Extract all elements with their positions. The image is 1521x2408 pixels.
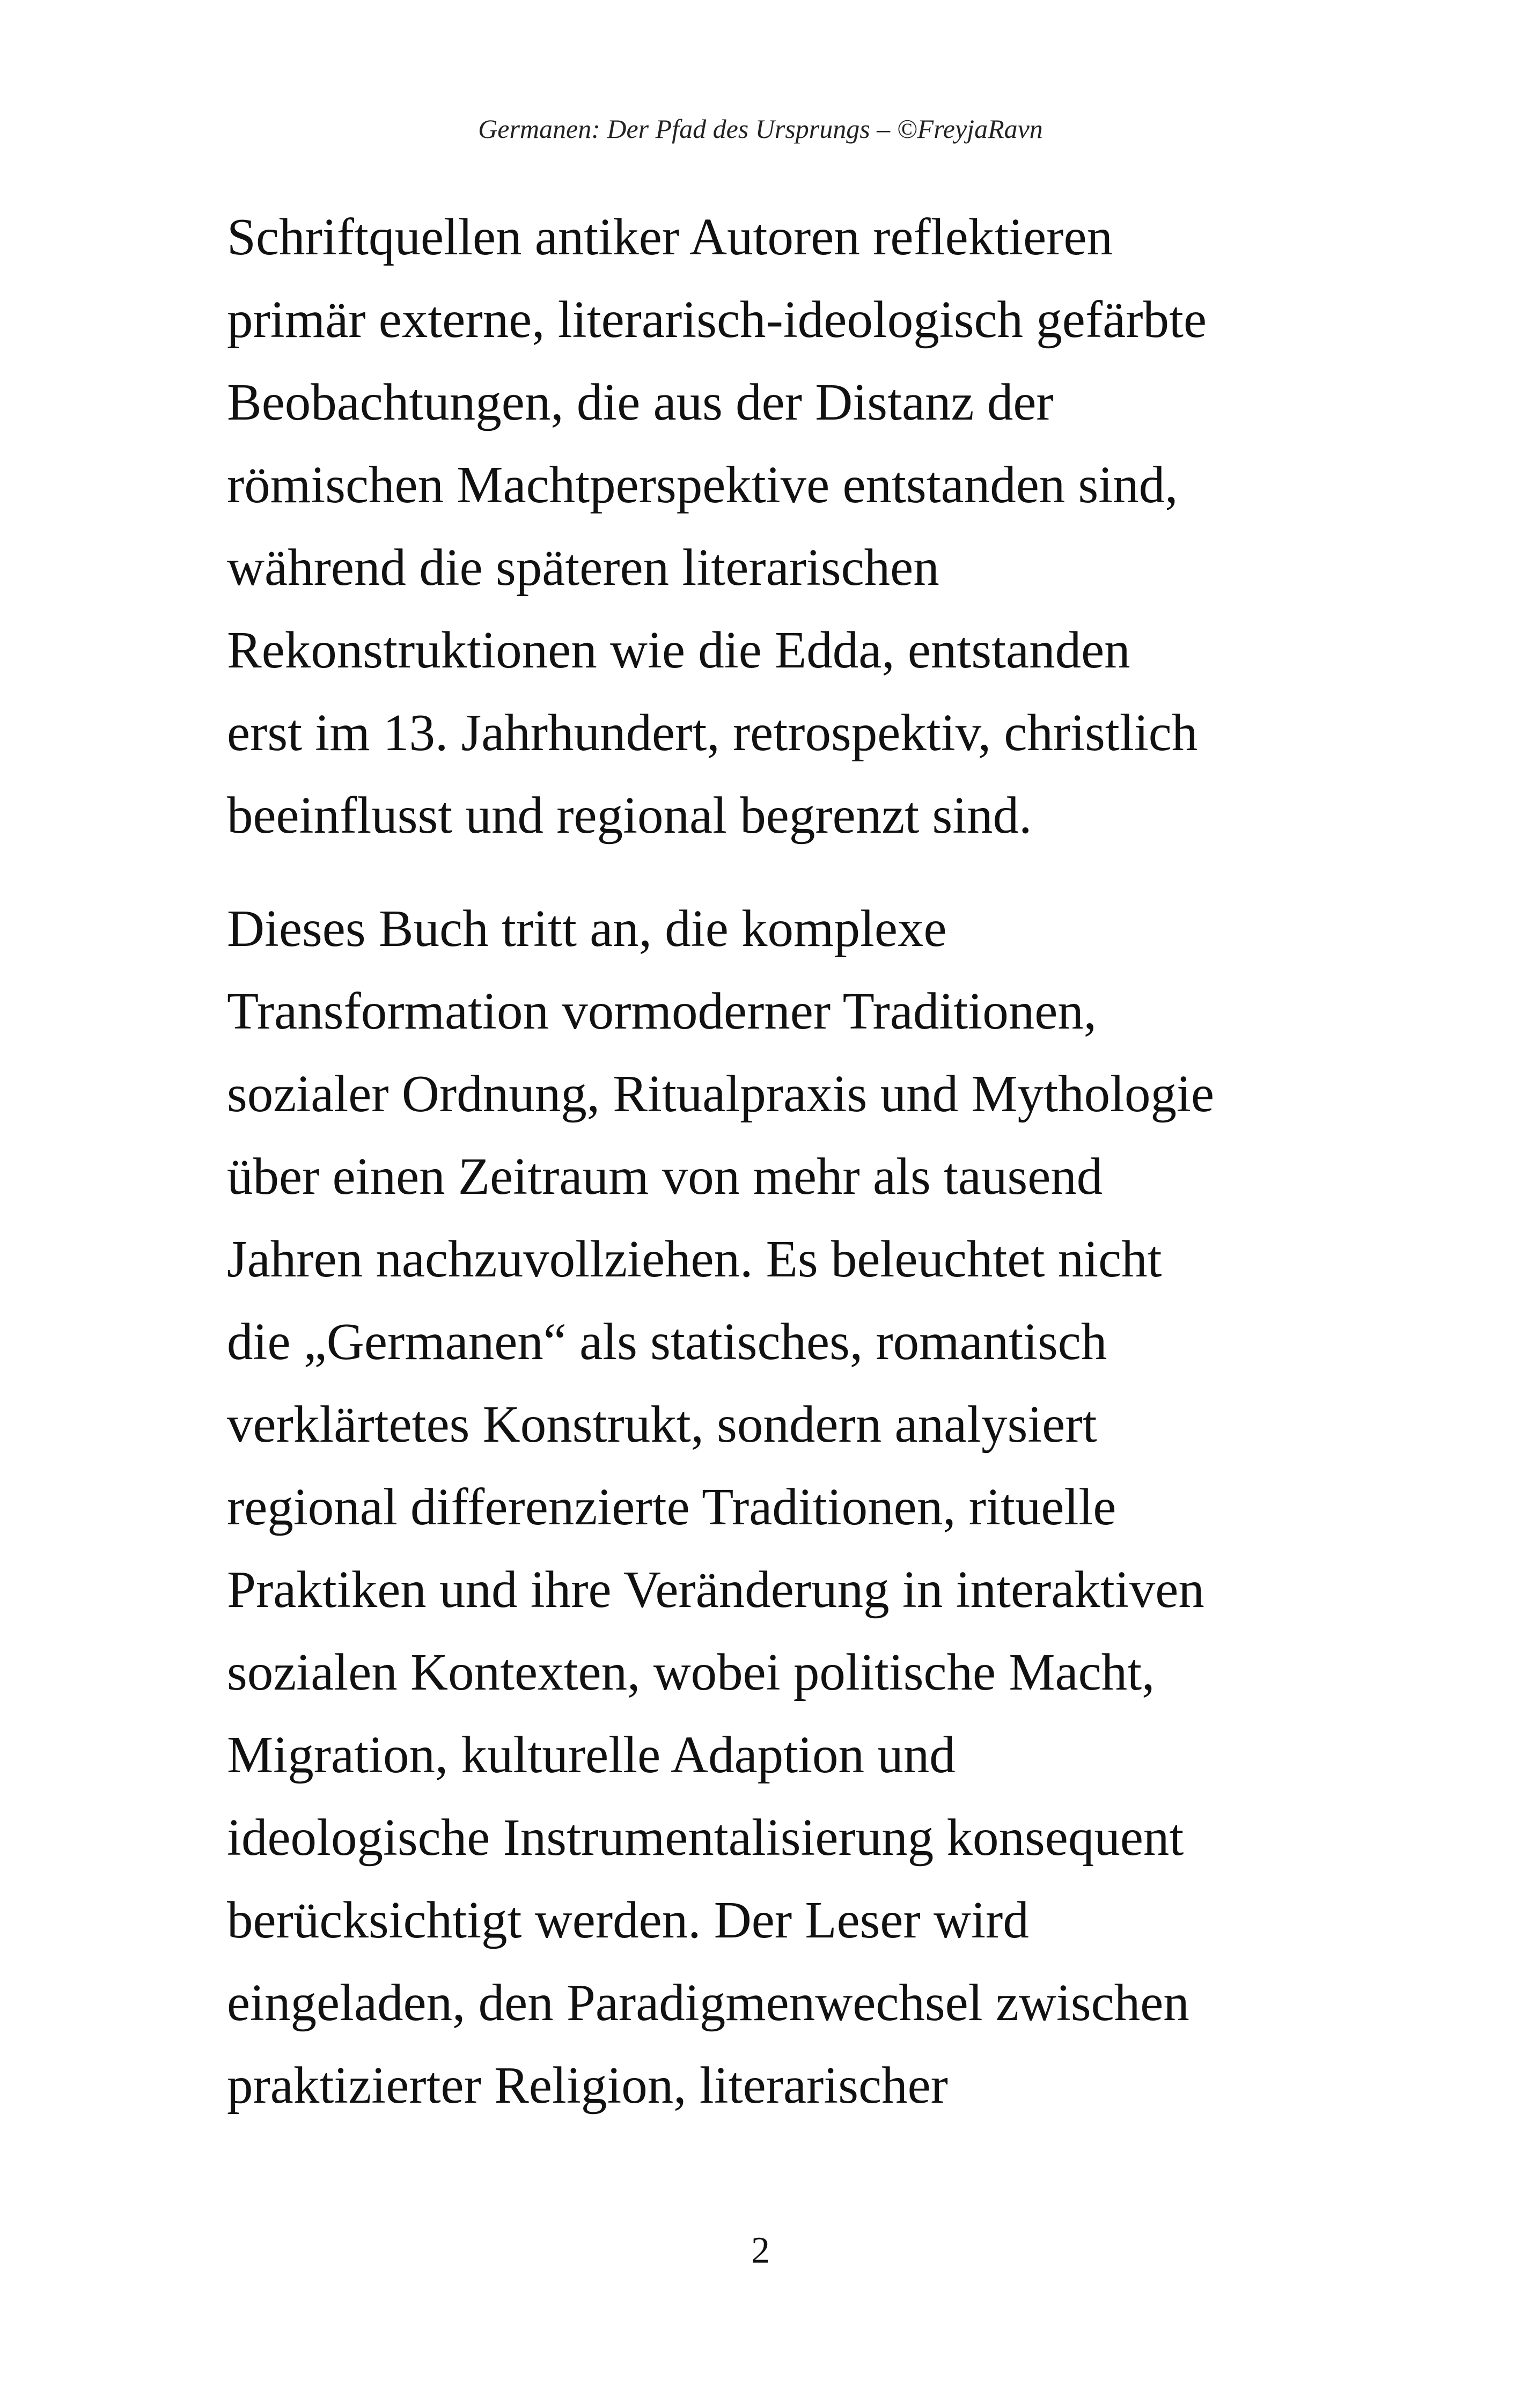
text-line: Beobachtungen, die aus der Distanz der [227,373,1054,431]
text-line: Schriftquellen antiker Autoren reflektieren [227,208,1113,266]
text-line: Migration, kulturelle Adaption und [227,1726,956,1783]
text-line: verklärtetes Konstrukt, sondern analysiert [227,1396,1097,1453]
text-line: während die späteren literarischen [227,539,939,596]
text-line: sozialer Ordnung, Ritualpraxis und Mythologie [227,1065,1215,1122]
text-line: sozialen Kontexten, wobei politische Macht, [227,1643,1155,1701]
text-line: Praktiken und ihre Veränderung in interaktiven [227,1561,1204,1618]
running-header: Germanen: Der Pfad des Ursprungs – ©FreyjaRavn [478,114,1043,144]
text-line: ideologische Instrumentalisierung konsequent [227,1809,1184,1866]
text-line: eingeladen, den Paradigmenwechsel zwischen [227,1974,1189,2031]
body-text [227,196,1364,2127]
text-line: beeinflusst und regional begrenzt sind. [227,787,1032,844]
text-line: erst im 13. Jahrhundert, retrospektiv, christlich [227,704,1198,761]
paragraph-1 [227,196,1364,857]
text-line: römischen Machtperspektive entstanden sind, [227,456,1178,513]
text-line: über einen Zeitraum von mehr als tausend [227,1148,1103,1205]
text-line: Transformation vormoderner Traditionen, [227,982,1097,1040]
paragraph-2 [227,887,1364,2127]
text-line: die „Germanen“ als statisches, romantisch [227,1313,1107,1370]
text-line: regional differenzierte Traditionen, rituelle [227,1478,1116,1536]
text-line: Rekonstruktionen wie die Edda, entstanden [227,621,1130,679]
text-line: primär externe, literarisch-ideologisch gefärbte [227,291,1207,348]
page-number: 2 [751,2230,770,2271]
text-line: berücksichtigt werden. Der Leser wird [227,1891,1029,1949]
text-line: praktizierter Religion, literarischer [227,2057,948,2114]
text-line: Jahren nachzuvollziehen. Es beleuchtet nicht [227,1230,1162,1288]
text-line: Dieses Buch tritt an, die komplexe [227,900,947,957]
